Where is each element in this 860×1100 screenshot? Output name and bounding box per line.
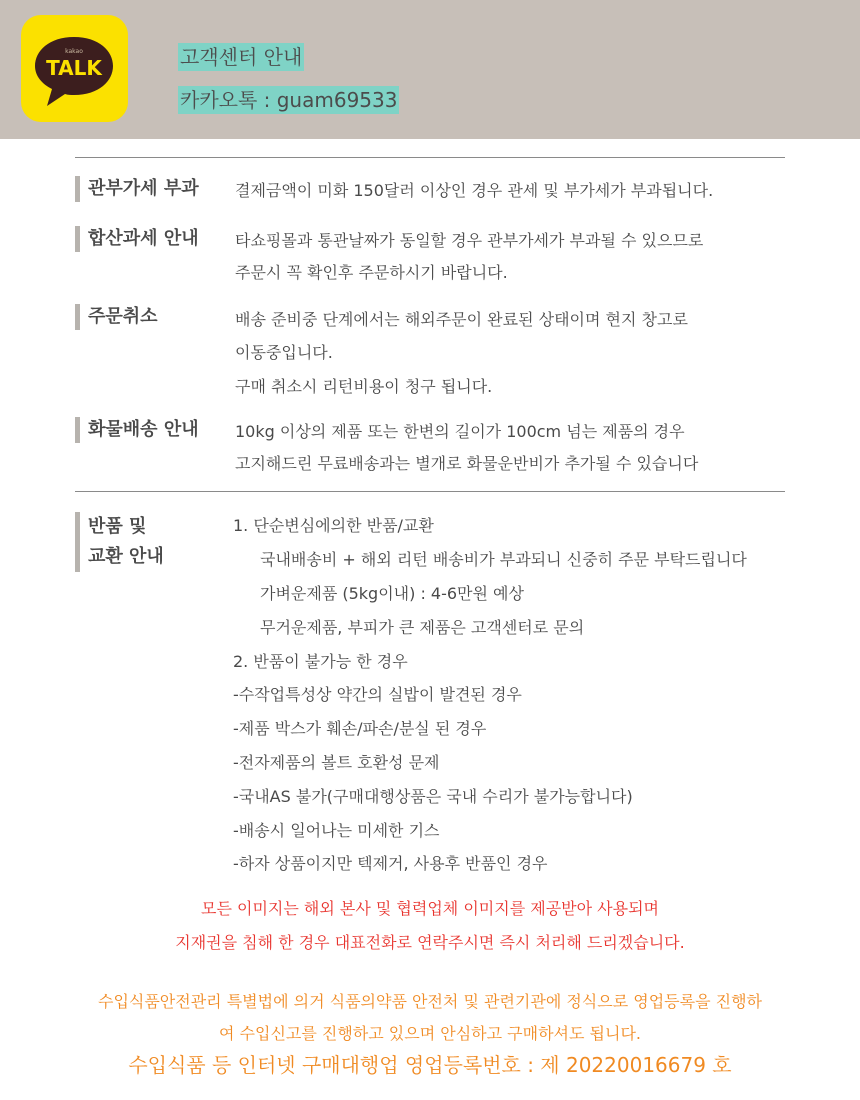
returns-line: -배송시 일어나는 미세한 기스	[233, 821, 440, 840]
import-notice-line2: 여 수입신고를 진행하고 있으며 안심하고 구매하셔도 됩니다.	[218, 1024, 641, 1043]
kakaotalk-id: 카카오톡 : guam69533	[180, 88, 398, 112]
returns-line: -국내AS 불가(구매대행상품은 국내 수리가 불가능합니다)	[233, 787, 633, 806]
returns-line: 1. 단순변심에의한 반품/교환	[233, 516, 434, 535]
copyright-notice-line1: 모든 이미지는 해외 본사 및 협력업체 이미지를 제공받아 사용되며	[200, 899, 659, 918]
returns-line: -수작업특성상 약간의 실밥이 발견된 경우	[233, 685, 522, 704]
cargo-line: 고지해드린 무료배송과는 별개로 화물운반비가 추가될 수 있습니다	[235, 454, 699, 473]
cancel-line: 구매 취소시 리턴비용이 청구 됩니다.	[235, 377, 493, 396]
returns-title-line2: 교환 안내	[88, 546, 164, 567]
section-title-returns	[75, 512, 164, 572]
svg-text:TALK: TALK	[46, 56, 102, 80]
returns-line: 2. 반품이 불가능 한 경우	[233, 652, 408, 671]
customer-center-title: 고객센터 안내	[180, 45, 303, 69]
section-title-tax: 관부가세 부과	[75, 176, 199, 202]
cargo-line: 10kg 이상의 제품 또는 한변의 길이가 100cm 넘는 제품의 경우	[235, 422, 685, 441]
returns-line: 국내배송비 + 해외 리턴 배송비가 부과되니 신중히 주문 부탁드립니다	[260, 550, 747, 569]
section-title-cancel: 주문취소	[75, 304, 158, 330]
cancel-line: 이동중입니다.	[235, 343, 333, 362]
tax-line: 결제금액이 미화 150달러 이상인 경우 관세 및 부가세가 부과됩니다.	[235, 181, 714, 200]
returns-line: 무거운제품, 부피가 큰 제품은 고객센터로 문의	[260, 618, 585, 637]
header-banner	[0, 0, 860, 139]
kakaotalk-logo-icon	[21, 15, 128, 122]
section-title-combined: 합산과세 안내	[75, 226, 199, 252]
returns-line: -하자 상품이지만 텍제거, 사용후 반품인 경우	[233, 854, 548, 873]
copyright-notice-line2: 지재권을 침해 한 경우 대표전화로 연락주시면 즉시 처리해 드리겠습니다.	[175, 933, 685, 952]
import-notice-line1: 수입식품안전관리 특별법에 의거 식품의약품 안전처 및 관련기관에 정식으로 영업등록을 진행하	[97, 992, 762, 1011]
divider-top	[75, 157, 785, 158]
combined-line: 타쇼핑몰과 통관날짜가 동일할 경우 관부가세가 부과될 수 있으므로	[235, 231, 704, 250]
svg-text:kakao: kakao	[65, 48, 83, 55]
section-title-cargo: 화물배송 안내	[75, 417, 199, 443]
divider-middle	[75, 491, 785, 492]
returns-line: -전자제품의 볼트 호환성 문제	[233, 753, 440, 772]
returns-title-line1: 반품 및	[88, 516, 147, 537]
returns-line: -제품 박스가 훼손/파손/분실 된 경우	[233, 719, 487, 738]
combined-line: 주문시 꼭 확인후 주문하시기 바랍니다.	[235, 263, 508, 282]
returns-line: 가벼운제품 (5kg이내) : 4-6만원 예상	[260, 584, 524, 603]
registration-number: 수입식품 등 인터넷 구매대행업 영업등록번호 : 제 20220016679 호	[128, 1053, 732, 1077]
cancel-line: 배송 준비중 단계에서는 해외주문이 완료된 상태이며 현지 창고로	[235, 310, 688, 329]
